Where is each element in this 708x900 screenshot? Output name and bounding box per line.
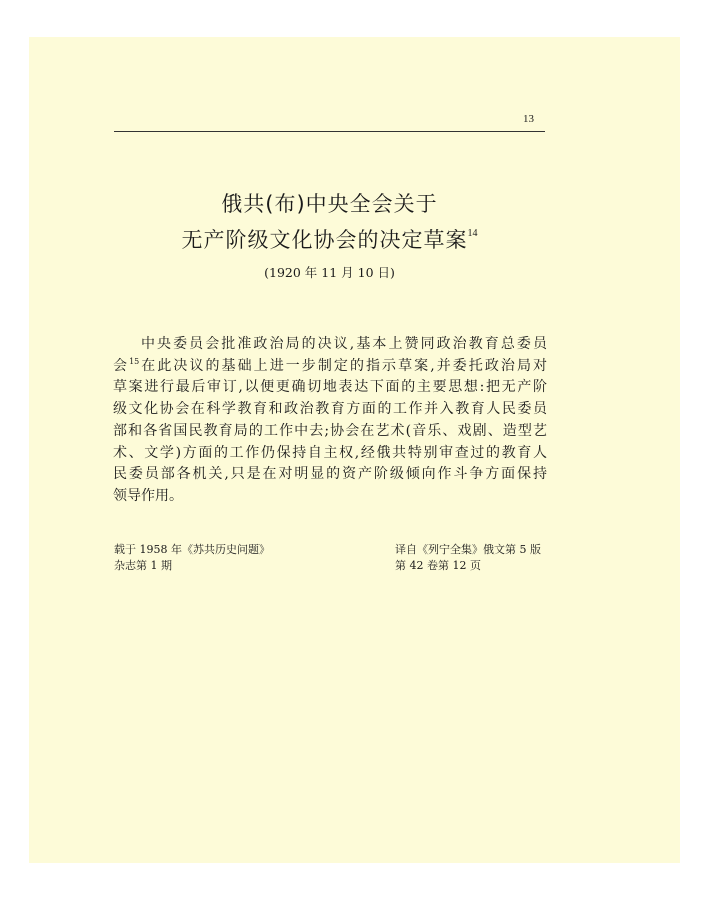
- title-line-2-text: 无产阶级文化协会的决定草案: [181, 228, 468, 252]
- page-number: 13: [523, 113, 534, 125]
- body-line-text: 会: [113, 357, 130, 374]
- source-left-line-2: 杂志第 1 期: [114, 559, 172, 572]
- source-right-line-1: 译自《列宁全集》俄文第 5 版: [395, 543, 541, 556]
- body-line: 草案进行最后审订,以便更确切地表达下面的主要思想:把无产阶: [113, 379, 547, 396]
- source-left-line-1: 载于 1958 年《苏共历史问题》: [114, 543, 270, 556]
- source-citation-left: [114, 542, 314, 574]
- body-note-ref: 15: [129, 356, 140, 366]
- body-line: 中央委员会批准政治局的决议,基本上赞同政治教育总委员: [141, 336, 547, 352]
- document-date: (1920 年 11 月 10 日): [264, 265, 395, 280]
- body-line: 级文化协会在科学教育和政治教育方面的工作并入教育人民委员: [113, 401, 547, 418]
- body-line-text: 在此决议的基础上进一步制定的指示草案,并委托政治局对: [139, 357, 548, 374]
- title-note-ref: 14: [467, 228, 478, 239]
- source-right-line-2: 第 42 卷第 12 页: [395, 559, 481, 572]
- body-paragraph: [113, 334, 547, 508]
- body-line: 民委员部各机关,只是在对明显的资产阶级倾向作斗争方面保持: [113, 466, 547, 483]
- source-citation-right: [395, 542, 555, 574]
- document-title: [114, 189, 545, 255]
- title-line-2: [114, 219, 545, 255]
- body-line: [113, 356, 547, 378]
- header-rule: [114, 131, 545, 132]
- body-line: 领导作用。: [113, 487, 183, 504]
- body-line: 术、文学)方面的工作仍保持自主权,经俄共特别审查过的教育人: [113, 444, 547, 461]
- title-line-1: 俄共(布)中央全会关于: [221, 192, 438, 216]
- body-line: 部和各省国民教育局的工作中去;协会在艺术(音乐、戏剧、造型艺: [113, 422, 547, 439]
